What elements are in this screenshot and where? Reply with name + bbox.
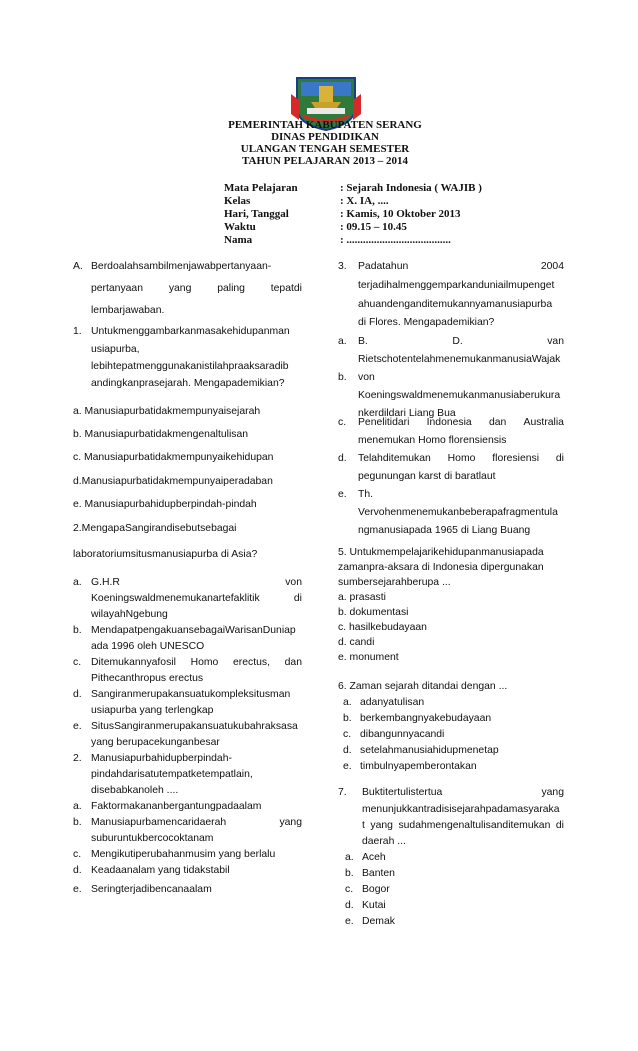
question-2-option-c-line-1: Ditemukannyafosil Homo erectus, dan	[91, 657, 302, 668]
question-2-option-d-marker: d.	[73, 689, 82, 700]
info-value-date: : Kamis, 10 Oktober 2013	[340, 208, 461, 220]
question-5-option-b: b. dokumentasi	[338, 607, 409, 618]
question-7-option-b-marker: b.	[345, 868, 354, 879]
question-2-option-e-marker: e.	[73, 721, 82, 732]
question-7-option-b: Banten	[362, 868, 395, 879]
question-1-line-1: Untukmenggambarkanmasakehidupanman	[91, 326, 290, 337]
r-question-3-option-e-line-3: ngmanusiapada 1965 di Liang Buang	[358, 525, 531, 536]
question-7-option-e-marker: e.	[345, 916, 354, 927]
question-7-line-2: menunjukkantradisisejarahpadamasyaraka	[362, 804, 560, 815]
question-7-option-c: Bogor	[362, 884, 390, 895]
question-1-line-2: usiapurba,	[91, 344, 140, 355]
header-line-3: ULANGAN TENGAH SEMESTER	[240, 143, 410, 155]
question-2-option-b-marker: b.	[73, 625, 82, 636]
r-question-3-option-e-line-1: Th.	[358, 489, 374, 500]
info-label-name: Nama	[224, 234, 253, 246]
question-7-option-c-marker: c.	[345, 884, 354, 895]
question-2-option-d-line-1: Sangiranmerupakansuatukompleksitusman	[91, 689, 291, 700]
question-3-number: 2.	[73, 753, 82, 764]
question-3-option-d: Keadaanalam yang tidakstabil	[91, 865, 230, 876]
question-3-option-e: Seringterjadibencanaalam	[91, 884, 212, 895]
info-value-time: : 09.15 – 10.45	[340, 221, 407, 233]
instruction-line-2: pertanyaan yang paling tepatdi	[91, 283, 302, 294]
r-question-3-option-a-line-2: RietschotentelahmenemukanmanusiaWajak	[358, 354, 561, 365]
info-label-class: Kelas	[224, 195, 251, 207]
r-question-3-option-e-line-2: Vervohenmenemukanbeberapafragmentula	[358, 507, 558, 518]
question-7-number: 7.	[338, 787, 347, 798]
question-3-option-b-line-1: Manusiapurbamencaridaerah yang	[91, 817, 302, 828]
r-question-3-option-e-marker: e.	[338, 489, 347, 500]
question-6-option-d: setelahmanusiahidupmenetap	[360, 745, 499, 756]
question-6-option-e: timbulnyapemberontakan	[360, 761, 477, 772]
question-2-option-b-line-1: MendapatpengakuansebagaiWarisanDuniap	[91, 625, 296, 636]
question-2-option-a-line-3: wilayahNgebung	[91, 609, 168, 620]
info-value-subject: : Sejarah Indonesia ( WAJIB )	[340, 182, 482, 194]
question-3-line-2: pindahdarisatutempatketempatlain,	[91, 769, 253, 780]
question-6-option-a: adanyatulisan	[360, 697, 425, 708]
info-value-class: : X. IA, ....	[340, 195, 389, 207]
question-5-line-1: 5. Untukmempelajarikehidupanmanusiapada	[338, 547, 544, 558]
r-question-3-option-b-line-1: von	[358, 372, 375, 383]
question-6-line-1: 6. Zaman sejarah ditandai dengan ...	[338, 681, 508, 692]
question-3-option-a: Faktormakananbergantungpadaalam	[91, 801, 262, 812]
question-3-option-b-line-2: suburuntukbercocoktanam	[91, 833, 214, 844]
question-7-line-1: Buktitertulistertua yang	[362, 787, 564, 798]
question-3-option-d-marker: d.	[73, 865, 82, 876]
question-3-option-b-marker: b.	[73, 817, 82, 828]
info-label-time: Waktu	[224, 221, 256, 233]
r-question-3-option-a-line-1: B. D. van	[358, 336, 564, 347]
info-value-name: : ......................................	[340, 234, 451, 246]
question-7-option-d-marker: d.	[345, 900, 354, 911]
question-1-option-b: b. Manusiapurbatidakmengenaltulisan	[73, 429, 249, 440]
question-2-option-a-marker: a.	[73, 577, 82, 588]
instruction-marker: A.	[73, 261, 83, 272]
question-3-option-c-marker: c.	[73, 849, 82, 860]
r-question-3-number: 3.	[338, 261, 347, 272]
r-question-3-option-a-marker: a.	[338, 336, 347, 347]
question-3-line-1: Manusiapurbahidupberpindah-	[91, 753, 232, 764]
question-2-option-d-line-2: usiapurba yang terlengkap	[91, 705, 214, 716]
question-2-option-c-line-2: Pithecanthropus erectus	[91, 673, 204, 684]
r-question-3-line-1: Padatahun 2004	[358, 261, 564, 272]
question-1-line-4: andingkanprasejarah. Mengapademikian?	[91, 378, 285, 389]
question-1-line-3: lebihtepatmenggunakanistilahpraaksaradib	[91, 361, 289, 372]
question-2-option-e-line-1: SitusSangiranmerupakansuatukubahraksasa	[91, 721, 298, 732]
header-line-1: PEMERINTAH KABUPATEN SERANG	[228, 119, 422, 131]
r-question-3-option-d-line-1: Telahditemukan Homo floresiensi di	[358, 453, 564, 464]
question-7-line-3: t yang sudahmengenaltulisanditemukan di	[362, 820, 564, 831]
question-2-option-a-line-1: G.H.R von	[91, 577, 302, 588]
question-6-option-e-marker: e.	[343, 761, 352, 772]
question-1-option-e: e. Manusiapurbahidupberpindah-pindah	[73, 499, 257, 510]
instruction-line-1: Berdoalahsambilmenjawabpertanyaan-	[91, 261, 272, 272]
r-question-3-option-c-line-2: menemukan Homo florensiensis	[358, 435, 507, 446]
question-3-option-e-marker: e.	[73, 884, 82, 895]
question-2-option-a-line-2: Koeningswaldmenemukanartefaklitik di	[91, 593, 302, 604]
header-line-4: TAHUN PELAJARAN 2013 – 2014	[241, 155, 409, 167]
r-question-3-line-4: di Flores. Mengapademikian?	[358, 317, 495, 328]
r-question-3-line-3: ahuandenganditemukannyamanusiapurba	[358, 299, 553, 310]
question-7-option-a-marker: a.	[345, 852, 354, 863]
info-label-subject: Mata Pelajaran	[224, 182, 298, 194]
question-1-option-a: a. Manusiapurbatidakmempunyaisejarah	[73, 406, 261, 417]
r-question-3-option-d-marker: d.	[338, 453, 347, 464]
question-6-option-c: dibangunnyacandi	[360, 729, 445, 740]
question-6-option-b: berkembangnyakebudayaan	[360, 713, 492, 724]
question-1-option-c: c. Manusiapurbatidakmempunyaikehidupan	[73, 452, 274, 463]
question-3-option-c: Mengikutiperubahanmusim yang berlalu	[91, 849, 276, 860]
question-3-option-a-marker: a.	[73, 801, 82, 812]
r-question-3-line-2: terjadihalmenggemparkanduniailmupenget	[358, 280, 555, 291]
question-3-line-3: disebabkanoleh ....	[91, 785, 179, 796]
question-6-option-b-marker: b.	[343, 713, 352, 724]
r-question-3-option-b-line-3: nkerdildari Liang Bua	[358, 408, 456, 419]
question-6-option-c-marker: c.	[343, 729, 352, 740]
question-2-option-c-marker: c.	[73, 657, 82, 668]
question-5-option-a: a. prasasti	[338, 592, 386, 603]
r-question-3-option-b-line-2: Koeningswaldmenemukanmanusiaberukura	[358, 390, 561, 401]
question-7-option-d: Kutai	[362, 900, 386, 911]
question-6-option-a-marker: a.	[343, 697, 352, 708]
question-7-line-4: daerah ...	[362, 836, 406, 847]
question-7-option-e: Demak	[362, 916, 395, 927]
question-5-line-2: zamanpra-aksara di Indonesia dipergunakan	[338, 562, 544, 573]
question-5-option-e: e. monument	[338, 652, 399, 663]
question-2-line-2: laboratoriumsitusmanusiapurba di Asia?	[73, 549, 258, 560]
question-7-option-a: Aceh	[362, 852, 386, 863]
r-question-3-option-c-line-1: Penelitidari Indonesia dan Australia	[358, 417, 564, 428]
header-line-2: DINAS PENDIDIKAN	[271, 131, 379, 143]
question-1-option-d: d.Manusiapurbatidakmempunyaiperadaban	[73, 476, 273, 487]
question-2-option-b-line-2: ada 1996 oleh UNESCO	[91, 641, 205, 652]
info-label-date: Hari, Tanggal	[224, 208, 289, 220]
r-question-3-option-d-line-2: pegunungan karst di baratlaut	[358, 471, 496, 482]
question-2-line-1: 2.MengapaSangirandisebutsebagai	[73, 523, 237, 534]
question-5-option-d: d. candi	[338, 637, 375, 648]
r-question-3-option-c-marker: c.	[338, 417, 347, 428]
question-2-option-e-line-2: yang berupacekunganbesar	[91, 737, 220, 748]
question-6-option-d-marker: d.	[343, 745, 352, 756]
instruction-line-3: lembarjawaban.	[91, 305, 165, 316]
r-question-3-option-b-marker: b.	[338, 372, 347, 383]
question-1-number: 1.	[73, 326, 82, 337]
question-5-line-3: sumbersejarahberupa ...	[338, 577, 451, 588]
question-5-option-c: c. hasilkebudayaan	[338, 622, 427, 633]
